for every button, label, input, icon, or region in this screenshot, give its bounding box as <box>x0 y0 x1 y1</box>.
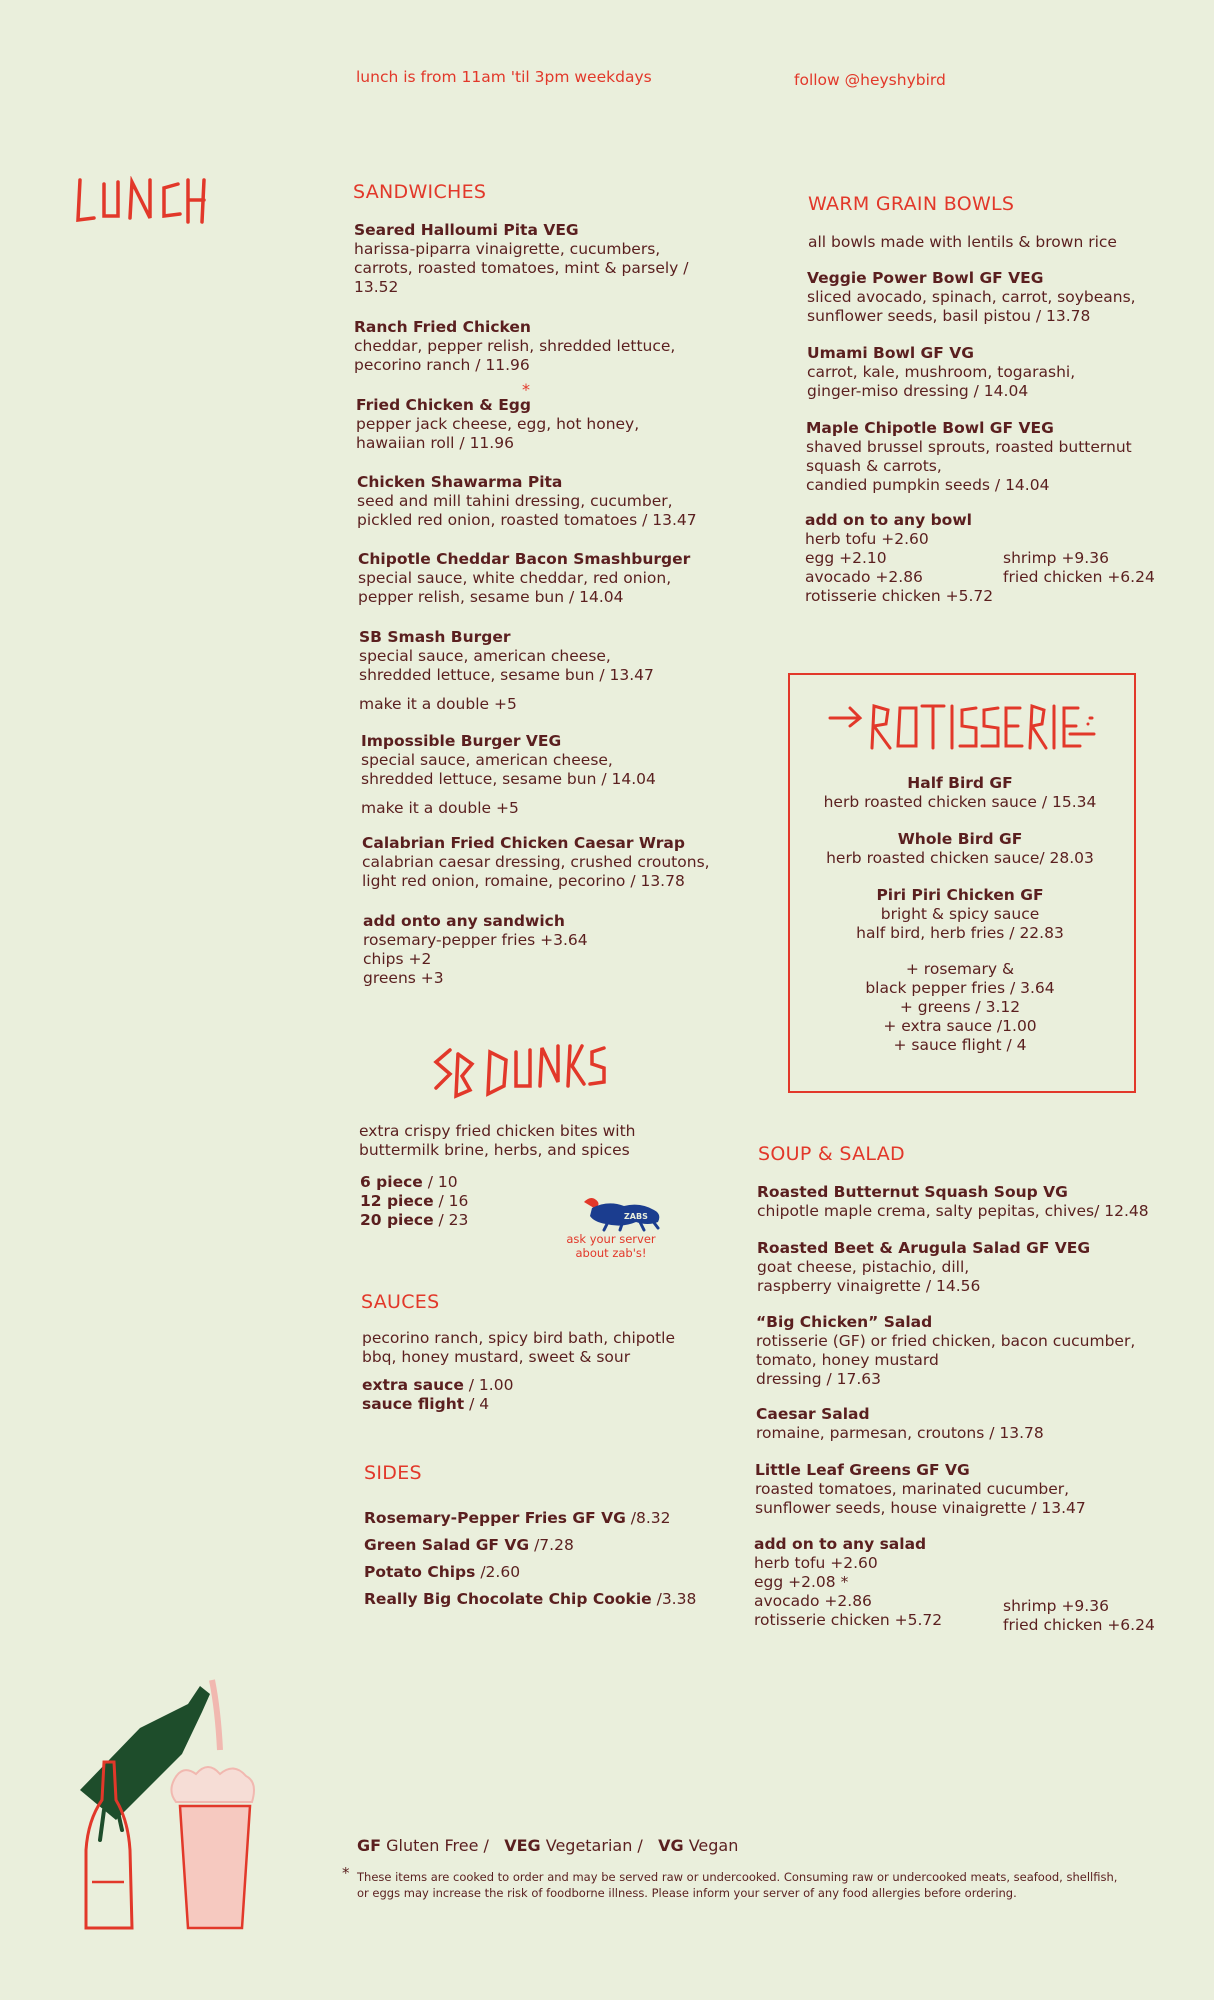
sandwich-name: Chicken Shawarma Pita <box>357 473 563 491</box>
bowl-item <box>807 344 1075 401</box>
bowl-name: Maple Chipotle Bowl GF VEG <box>806 419 1054 437</box>
bowl-desc: squash & carrots, <box>806 457 942 475</box>
sauces-desc-line: pecorino ranch, spicy bird bath, chipotle <box>362 1329 676 1347</box>
sides-title: SIDES <box>364 1462 422 1484</box>
rotisserie-item <box>788 830 1132 868</box>
side-name: Green Salad GF VG <box>364 1536 530 1554</box>
bowl-desc: shaved brussel sprouts, roasted butternut <box>806 438 1132 456</box>
dunks-title <box>432 1042 608 1104</box>
dunks-desc <box>359 1122 636 1160</box>
rotisserie-extra: + greens / 3.12 <box>899 998 1021 1016</box>
bowl-desc: carrot, kale, mushroom, togarashi, <box>807 363 1076 381</box>
salad-item <box>757 1239 1090 1296</box>
dunks-item <box>360 1192 468 1211</box>
addon-item: rotisserie chicken +5.72 <box>805 587 994 605</box>
sandwich-name: SB Smash Burger <box>359 628 511 646</box>
sauces-list <box>362 1376 513 1414</box>
side-name: Rosemary-Pepper Fries GF VG <box>364 1509 626 1527</box>
bowl-item <box>807 269 1136 326</box>
bowl-name: Veggie Power Bowl GF VEG <box>807 269 1044 287</box>
addon-item: greens +3 <box>363 969 444 987</box>
disclaimer-line: These items are cooked to order and may be served raw or undercooked. Consuming raw or undercooked meats, seafood, shellfish, <box>357 1870 1118 1884</box>
side-name: Really Big Chocolate Chip Cookie <box>364 1590 652 1608</box>
zabs-note-line: ask your server <box>566 1232 656 1246</box>
sauce-name: sauce flight <box>362 1395 465 1413</box>
side-price: /8.32 <box>625 1509 671 1527</box>
dunks-count: 6 piece <box>360 1173 423 1191</box>
bowl-item <box>806 419 1132 495</box>
sandwich-item <box>358 550 690 607</box>
bowl-name: Umami Bowl GF VG <box>807 344 974 362</box>
legend-gf: GF <box>357 1836 382 1855</box>
sandwich-item <box>354 221 689 297</box>
rotisserie-extra: + rosemary & <box>905 960 1015 978</box>
addon-item: avocado +2.86 <box>754 1592 872 1610</box>
sandwich-desc: pepper relish, sesame bun / 14.04 <box>358 588 624 606</box>
addon-item: egg +2.08 * <box>754 1573 849 1591</box>
addon-item: fried chicken +6.24 <box>1003 1616 1155 1634</box>
sandwich-desc: special sauce, white cheddar, red onion, <box>358 569 672 587</box>
addon-title: add on to any bowl <box>805 511 972 529</box>
dunks-count: 20 piece <box>360 1211 434 1229</box>
rotisserie-desc: half bird, herb fries / 22.83 <box>856 924 1064 942</box>
sauce-price: / 4 <box>464 1395 490 1413</box>
side-item <box>364 1505 696 1532</box>
sandwiches-title: SANDWICHES <box>353 181 487 203</box>
zabs-note <box>556 1232 666 1260</box>
rotisserie-title-text: ROTISSERIE <box>826 696 832 697</box>
lunch-hours: lunch is from 11am 'til 3pm weekdays <box>356 68 652 86</box>
soup-salad-title: SOUP & SALAD <box>758 1143 905 1165</box>
sandwich-desc: pepper jack cheese, egg, hot honey, <box>356 415 640 433</box>
sandwich-addons <box>363 912 588 988</box>
bowls-title: WARM GRAIN BOWLS <box>808 193 1015 215</box>
rotisserie-desc: herb roasted chicken sauce / 15.34 <box>823 793 1097 811</box>
addon-item: chips +2 <box>363 950 432 968</box>
sandwich-name: Impossible Burger VEG <box>361 732 562 750</box>
sandwich-desc: cheddar, pepper relish, shredded lettuce, <box>354 337 676 355</box>
side-price: /2.60 <box>475 1563 521 1581</box>
sandwich-desc: pecorino ranch / 11.96 <box>354 356 530 374</box>
sandwich-extra: make it a double +5 <box>359 695 517 713</box>
legend-vg: VG <box>658 1836 684 1855</box>
rotisserie-name: Half Bird GF <box>907 774 1013 792</box>
sandwich-item <box>357 473 697 530</box>
rotisserie-extras <box>788 960 1132 1055</box>
dunks-title-text: SB DUNKS <box>432 1042 438 1043</box>
sandwich-desc: pickled red onion, roasted tomatoes / 13.47 <box>357 511 697 529</box>
rotisserie-extra: + extra sauce /1.00 <box>883 1017 1037 1035</box>
addon-item: avocado +2.86 <box>805 568 923 586</box>
rotisserie-desc: herb roasted chicken sauce/ 28.03 <box>826 849 1094 867</box>
bowl-desc: ginger-miso dressing / 14.04 <box>807 382 1029 400</box>
bottle-glass-illustration <box>70 1670 270 1935</box>
rotisserie-name: Whole Bird GF <box>897 830 1023 848</box>
lunch-title-text: LUNCH <box>74 176 78 177</box>
sandwich-name: Ranch Fried Chicken <box>354 318 531 336</box>
sauce-price: / 1.00 <box>463 1376 514 1394</box>
sauce-item <box>362 1395 513 1414</box>
sandwich-desc: harissa-piparra vinaigrette, cucumbers, <box>354 240 661 258</box>
rotisserie-title <box>826 696 1096 756</box>
side-price: /3.38 <box>651 1590 697 1608</box>
sandwich-desc: seed and mill tahini dressing, cucumber, <box>357 492 673 510</box>
salad-desc: chipotle maple crema, salty pepitas, chives/ 12.48 <box>757 1202 1149 1220</box>
sandwich-extra: make it a double +5 <box>361 799 519 817</box>
zabs-dog-logo <box>578 1192 666 1232</box>
addon-title: add on to any salad <box>754 1535 927 1553</box>
rotisserie-desc: bright & spicy sauce <box>880 905 1040 923</box>
sandwich-desc: special sauce, american cheese, <box>359 647 611 665</box>
salad-desc: tomato, honey mustard <box>756 1351 939 1369</box>
sauce-name: extra sauce <box>362 1376 464 1394</box>
bowl-desc: sliced avocado, spinach, carrot, soybeans, <box>807 288 1136 306</box>
addon-item: rosemary-pepper fries +3.64 <box>363 931 588 949</box>
addon-item: shrimp +9.36 <box>1003 1597 1109 1615</box>
sandwich-name: Chipotle Cheddar Bacon Smashburger <box>358 550 691 568</box>
sauces-desc-line: bbq, honey mustard, sweet & sour <box>362 1348 631 1366</box>
bowls-note: all bowls made with lentils & brown rice <box>808 233 1117 251</box>
sandwich-item <box>356 396 639 453</box>
salad-name: Caesar Salad <box>756 1405 870 1423</box>
side-item <box>364 1559 696 1586</box>
disclaimer-line: or eggs may increase the risk of foodborne illness. Please inform your server of any food allergies before ordering. <box>357 1886 1017 1900</box>
addon-title: add onto any sandwich <box>363 912 565 930</box>
salad-item <box>757 1183 1149 1221</box>
salad-name: Roasted Beet & Arugula Salad GF VEG <box>757 1239 1091 1257</box>
salad-item <box>756 1313 1135 1389</box>
salad-desc: raspberry vinaigrette / 14.56 <box>757 1277 981 1295</box>
bowl-desc: sunflower seeds, basil pistou / 13.78 <box>807 307 1091 325</box>
side-price: /7.28 <box>529 1536 574 1554</box>
addon-item: herb tofu +2.60 <box>805 530 929 548</box>
salad-addons <box>754 1535 942 1630</box>
dunks-list <box>360 1173 468 1230</box>
diet-legend <box>357 1836 738 1855</box>
sandwich-desc: calabrian caesar dressing, crushed croutons, <box>362 853 710 871</box>
addon-item: herb tofu +2.60 <box>754 1554 878 1572</box>
addon-item: egg +2.10 <box>805 549 887 567</box>
addon-item: fried chicken +6.24 <box>1003 568 1155 586</box>
sandwich-item <box>361 732 656 818</box>
salad-item <box>756 1405 1044 1443</box>
sides-list <box>364 1505 696 1613</box>
asterisk-mark: * <box>522 380 530 399</box>
legend-veg-text: Vegetarian / <box>545 1836 643 1855</box>
dunks-desc-line: extra crispy fried chicken bites with <box>359 1122 636 1140</box>
side-item <box>364 1532 696 1559</box>
bowl-addons-right <box>1003 549 1155 587</box>
rotisserie-item <box>788 774 1132 812</box>
sandwich-desc: shredded lettuce, sesame bun / 14.04 <box>361 770 656 788</box>
sauces-title: SAUCES <box>361 1291 440 1313</box>
side-item <box>364 1586 696 1613</box>
sandwich-desc: light red onion, romaine, pecorino / 13.78 <box>362 872 685 890</box>
dunks-price: / 23 <box>433 1211 469 1229</box>
rotisserie-item <box>788 886 1132 943</box>
salad-desc: sunflower seeds, house vinaigrette / 13.47 <box>755 1499 1086 1517</box>
sandwich-desc: 13.52 <box>354 278 399 296</box>
salad-name: “Big Chicken” Salad <box>756 1313 933 1331</box>
salad-desc: romaine, parmesan, croutons / 13.78 <box>756 1424 1044 1442</box>
dunks-desc-line: buttermilk brine, herbs, and spices <box>359 1141 630 1159</box>
lunch-title <box>74 176 206 226</box>
legend-veg: VEG <box>504 1836 541 1855</box>
disclaimer-star: * <box>342 1864 350 1882</box>
zabs-note-line: about zab's! <box>575 1246 647 1260</box>
sandwich-desc: shredded lettuce, sesame bun / 13.47 <box>359 666 654 684</box>
sandwich-item <box>354 318 675 375</box>
disclaimer <box>357 1869 1197 1901</box>
sandwich-desc: special sauce, american cheese, <box>361 751 613 769</box>
sandwich-desc: hawaiian roll / 11.96 <box>356 434 514 452</box>
dunks-item <box>360 1211 468 1230</box>
salad-desc: dressing / 17.63 <box>756 1370 881 1388</box>
salad-name: Roasted Butternut Squash Soup VG <box>757 1183 1068 1201</box>
salad-desc: rotisserie (GF) or fried chicken, bacon cucumber, <box>756 1332 1136 1350</box>
salad-desc: roasted tomatoes, marinated cucumber, <box>755 1480 1070 1498</box>
sandwich-name: Seared Halloumi Pita VEG <box>354 221 579 239</box>
follow-handle[interactable]: follow @heyshybird <box>794 71 946 89</box>
sandwich-item <box>362 834 710 891</box>
side-name: Potato Chips <box>364 1563 476 1581</box>
dunks-price: / 16 <box>433 1192 469 1210</box>
legend-gf-text: Gluten Free / <box>386 1836 489 1855</box>
sauce-item <box>362 1376 513 1395</box>
legend-vg-text: Vegan <box>688 1836 739 1855</box>
dunks-item <box>360 1173 468 1192</box>
sandwich-desc: carrots, roasted tomatoes, mint & parsely / <box>354 259 689 277</box>
addon-item: rotisserie chicken +5.72 <box>754 1611 943 1629</box>
bowl-desc: candied pumpkin seeds / 14.04 <box>806 476 1050 494</box>
addon-item: shrimp +9.36 <box>1003 549 1109 567</box>
dunks-price: / 10 <box>422 1173 458 1191</box>
dunks-count: 12 piece <box>360 1192 434 1210</box>
rotisserie-extra: black pepper fries / 3.64 <box>865 979 1055 997</box>
rotisserie-name: Piri Piri Chicken GF <box>876 886 1044 904</box>
salad-item <box>755 1461 1086 1518</box>
sauces-desc <box>362 1329 675 1367</box>
salad-desc: goat cheese, pistachio, dill, <box>757 1258 970 1276</box>
sandwich-name: Calabrian Fried Chicken Caesar Wrap <box>362 834 685 852</box>
sandwich-name: Fried Chicken & Egg <box>356 396 531 414</box>
salad-addons-right <box>1003 1597 1155 1635</box>
zabs-logo-text: ZABS <box>624 1212 648 1221</box>
rotisserie-extra: + sauce flight / 4 <box>893 1036 1027 1054</box>
sandwich-item <box>359 628 654 714</box>
bowl-addons <box>805 511 993 606</box>
salad-name: Little Leaf Greens GF VG <box>755 1461 970 1479</box>
